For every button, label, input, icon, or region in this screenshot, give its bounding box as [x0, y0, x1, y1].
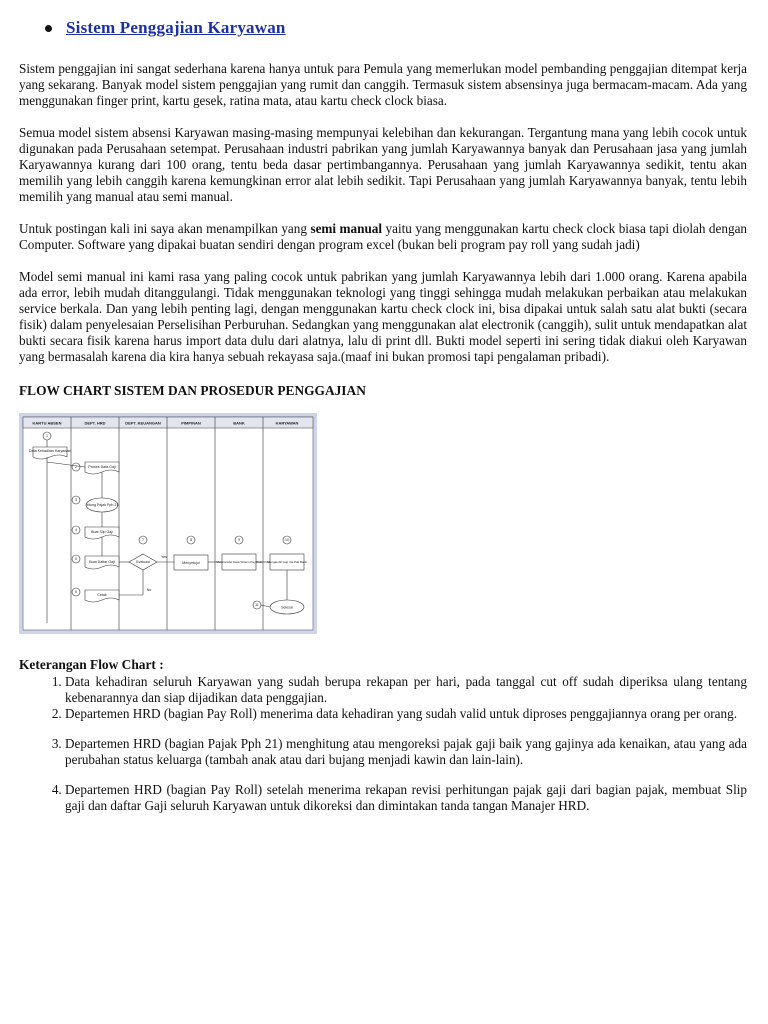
step-item-3: 3. Departemen HRD (bagian Pajak Pph 21) menghitung atau mengoreksi pajak gaji baik yang gajinya ada kenaikan, atau yang ada perubahan status keluarga (tambah anak atau dari bujang menjadi kawin dan lain-lain).: [65, 736, 747, 768]
connector-num-6: 6: [75, 590, 77, 595]
step-item-1: 1. Data kehadiran seluruh Karyawan yang sudah berupa rekapan per hari, pada tanggal cut off sudah diperiksa ulang tentang kebenarannya dan siap dijadikan data penggajian.: [65, 674, 747, 706]
paragraph-3-post: yaitu yang menggunakan kartu check clock biasa tapi diolah dengan Computer. Software yang dipakai buatan sendiri dengan program excel (bukan beli program pay roll yang sudah jadi): [19, 221, 748, 252]
connector-num-10: 10: [285, 538, 289, 543]
label-hitung-pph: Hitung Pajak Pph 21: [85, 503, 119, 507]
flowchart-image: [19, 413, 317, 634]
document-page: [19, 18, 747, 814]
connector-num-1: 1: [46, 434, 48, 439]
label-proses-data-gaji: Proses Data Gaji: [88, 465, 116, 469]
lane-label-dept-keuangan: DEPT. KEUANGAN: [125, 420, 161, 426]
label-mentransfer: Mentransfer Data Sistem Pay Roll: [216, 560, 262, 564]
connector-num-3: 3: [75, 498, 77, 503]
label-cetak: Cetak: [97, 593, 107, 597]
paragraph-2: Semua model sistem absensi Karyawan masing-masing mempunyai kelebihan dan kekurangan. Tergantung mana yang lebih cocok untuk digunakan pada Perusahaan setempat. Perusahaan industri pabrikan yang jumlah Karyawannya banyak dan Perusahaan jasa yang jumlah Karyawannya kurang dari 100 orang, tentu beda dasar pertimbangannya. Perusahaan yang jumlah Karyawannya sedikit, tentu akan memilih yang lebih canggih karena kemungkinan error alat lebih sedikit. Tapi Perusahaan yang jumlah Karyawannya banyak, tentu lebih memilih yang manual atau semi manual.: [19, 125, 747, 204]
step-item-4: 4. Departemen HRD (bagian Pay Roll) setelah menerima rekapan revisi perhitungan pajak gaji dari bagian pajak, membuat Slip gaji dan daftar Gaji seluruh Karyawan untuk dikoreksi dan dimintakan tanda tangan Manajer HRD.: [65, 782, 747, 814]
step-item-2: 2. Departemen HRD (bagian Pay Roll) menerima data kehadiran yang sudah valid untuk diproses penggajiannya orang per orang.: [65, 706, 747, 722]
label-yes: Yes: [161, 555, 167, 559]
label-buat-slip: Buat Slip Gaji: [91, 530, 113, 534]
lane-label-kartu-absen: KARTU ABSEN: [32, 420, 62, 426]
connector-num-11: 11: [255, 603, 259, 608]
lane-label-bank: BANK: [233, 420, 245, 426]
connector-num-5: 5: [75, 557, 77, 562]
label-mengambil: Mengambil Gaji Via Pak Bank: [267, 560, 307, 564]
keterangan-heading: Keterangan Flow Chart :: [19, 657, 164, 672]
connector-num-9: 9: [238, 538, 240, 543]
page-title-link[interactable]: Sistem Penggajian Karyawan: [66, 18, 286, 37]
lane-label-dept-hrd: DEPT. HRD: [84, 420, 106, 426]
bullet-icon: [45, 25, 52, 32]
label-evaluasi: Evaluasi: [136, 560, 150, 564]
title-row: [45, 18, 747, 38]
lane-label-karyawan: KARYAWAN: [275, 420, 299, 426]
connector-num-4: 4: [75, 528, 77, 533]
lane-header-bar: [23, 417, 313, 428]
label-no: No: [146, 588, 152, 592]
label-buat-daftar: Buat Daftar Gaji: [89, 560, 115, 564]
flowchart-heading: FLOW CHART SISTEM DAN PROSEDUR PENGGAJIAN: [19, 383, 366, 398]
label-data-kehadiran: Data Kehadiran Karyawan: [29, 449, 71, 453]
paragraph-4: Model semi manual ini kami rasa yang paling cocok untuk pabrikan yang jumlah Karyawannya lebih dari 1.000 orang. Karena apabila ada error, lebih mudah ditanggulangi. Tidak menggunakan teknologi yang tinggi sehingga mudah melakukan perbaikan atau melakukan service berkala. Dan yang lebih penting lagi, dengan menggunakan kartu check clock ini, bisa dipakai untuk salah satu alat bukti (secara fisik) dalam penyelesaian Perselisihan Perburuhan. Sedangkan yang menggunakan alat electronik (canggih), sulit untuk mendapatkan alat bukti secara fisik karena harus import data dulu dari alatnya, lalu di print dll. Bukti model seperti ini sering tidak diakui oleh Karyawan yang bermasalah karena dia kira hanya sebuah rekayasa saja.(maaf ini bukan promosi tapi pengalaman pribadi).: [19, 269, 747, 364]
paragraph-3-bold: semi manual: [310, 221, 383, 236]
paragraph-1: Sistem penggajian ini sangat sederhana karena hanya untuk para Pemula yang memerlukan model pembanding penggajian ditempat kerja yang sekarang. Banyak model sistem penggajian yang rumit dan canggih. Termasuk sistem absensinya juga bermacam-macam. Ada yang menggunakan finger print, kartu gesek, ratina mata, atau kartu check clock biasa.: [19, 61, 747, 108]
label-selesai: Selesai: [281, 605, 293, 610]
paragraph-3: [19, 221, 747, 253]
connector-num-7: 7: [142, 538, 144, 543]
paragraph-3-pre: Untuk postingan kali ini saya akan menampilkan yang: [19, 221, 311, 236]
connector-num-2: 2: [75, 465, 77, 470]
lane-label-pimpinan: PIMPINAN: [181, 420, 201, 426]
steps-list: [19, 674, 747, 814]
connector-num-8: 8: [190, 538, 192, 543]
label-menyetujui: Menyetujui: [182, 561, 200, 565]
